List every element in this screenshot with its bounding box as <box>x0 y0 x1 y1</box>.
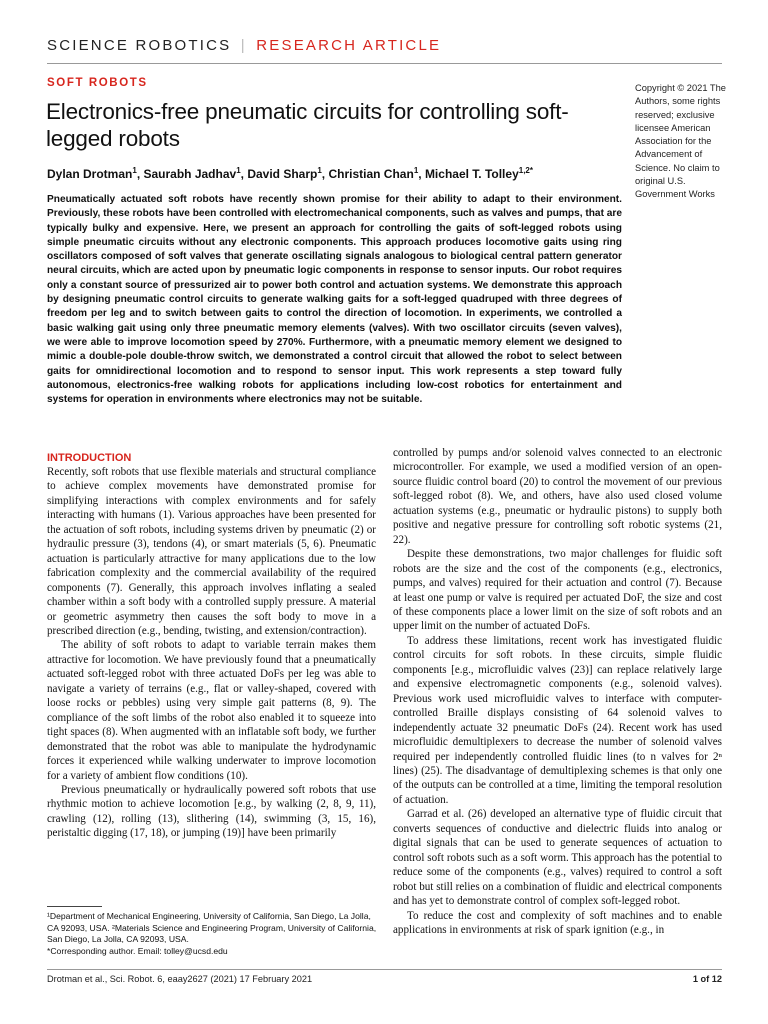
copyright-notice: Copyright © 2021 The Authors, some rights reserved; exclusive licensee American Association for the Advancement of Science. No claim to original U.S. Government Works <box>635 83 726 200</box>
author-name: Christian Chan <box>328 167 414 181</box>
author-affiliation: 1 <box>317 166 322 175</box>
author-affiliation: 1 <box>236 166 241 175</box>
header-rule <box>47 63 722 64</box>
footnote-rule <box>47 906 102 907</box>
body-paragraph: The ability of soft robots to adapt to variable terrain makes them attractive for locomotion. We have previously found that a pneumatically actuated soft-legged robot with three actuated DoFs per leg was able to navigate a variety of terrains (e.g., flat or valley-shaped, covered with loose rocks or pebbles) using very simple gait patterns (8, 9). The compliance of the soft limbs of the robot also enabled it to squeeze into tight spaces (8). When augmented with an inflatable soft body, we further demonstrated that the robot was able to manipulate the hydrodynamic forces it experienced while walking underwater to improve locomotion for a variety of ambient flow conditions (10). <box>47 639 376 782</box>
body-paragraph: To address these limitations, recent work has investigated fluidic control circuits for soft robots. In these circuits, simple fluidic components [e.g., microfluidic valves (23)] can replace relatively large and expensive electromagnetic components (e.g., solenoid valves). Previous work used microfluidic valves to interface with computer-controlled Braille displays consisting of 64 solenoid valves to independently actuate 32 pneumatic DoFs (24). Recent work has used microfluidic demultiplexers to decrease the number of solenoid valves required per independently controlled fluidic lines (to n valves for 2ⁿ lines) (25). The disadvantage of demultiplexing schemes is that only one of the outputs can be controlled at a time, limiting the temporal resolution of actuation. <box>393 634 722 806</box>
abstract: Pneumatically actuated soft robots have recently shown promise for their ability to adapt to their environment. Previously, these robots have been controlled with electromechanical components, such as valves and pumps, that are typically bulky and expensive. Here, we present an approach for controlling the gaits of soft-legged robots using simple pneumatic circuits without any electronic components. This approach produces locomotive gaits using ring oscillators composed of soft valves that generate oscillating signals analogous to biological central pattern generator neural circuits, which are acted upon by pneumatic logic components in response to sensor inputs. Our robot requires only a constant source of pressurized air to power both control and actuation systems. We demonstrate this approach by designing pneumatic control circuits to generate walking gaits for a soft-legged quadruped with three degrees of freedom per leg and to switch between gaits to control the direction of locomotion. In experiments, we controlled a basic walking gait using only three pneumatic memory elements (valves). With two oscillator circuits (seven valves), we were able to improve locomotion speed by 270%. Furthermore, with a pneumatic memory element we designed to mimic a double-pole double-throw switch, we demonstrated a control circuit that allowed the robot to select between gaits for omnidirectional locomotion and to respond to sensor input. This work represents a step toward fully autonomous, electronics-free walking robots for applications including low-cost robotics for entertainment and systems for operation in environments where electronics may not be suitable. <box>47 194 622 406</box>
footer-rule <box>47 969 722 970</box>
header-separator: | <box>240 37 247 54</box>
author-list: Dylan Drotman$^1$, Saurabh Jadhav$^1$, David Sharp$^1$, Christian Chan$^1$, Michael T. Tolley$^{1,2*}$ <box>47 166 533 181</box>
right-paragraphs <box>393 446 722 937</box>
author <box>247 167 321 181</box>
body-paragraph: To reduce the cost and complexity of soft machines and to enable applications in environments at risk of spark ignition (e.g., in <box>393 909 722 936</box>
body-paragraph: Previous pneumatically or hydraulically powered soft robots that use rhythmic motion to achieve locomotion [e.g., by walking (2, 8, 9, 11), crawling (12), rolling (13), slithering (14), swimming (3, 15, 16), peristaltic digging (17, 18), or jumping (19)] have been primarily <box>47 783 376 840</box>
body-paragraph: Garrad et al. (26) developed an alternative type of fluidic circuit that converts sequences of conductive and dielectric fluids into analog or digital signals that can be used to generate sequences of actuation to control soft robots such as a soft worm. This approach has the potential to reduce some of the components (e.g., valves) required to control a soft robot but still relies on a combination of fluidic and electrical components and has yet to demonstrate control of complex soft-legged robot. <box>393 808 722 908</box>
affiliations-footnote: ¹Department of Mechanical Engineering, University of California, San Diego, La Jolla, CA 92093, USA. ²Materials Science and Engineering Program, University of California, San Diego, La Jolla, CA 92093, USA. <box>47 911 377 945</box>
author-affiliation: 1,2 <box>518 166 530 175</box>
author <box>328 167 418 181</box>
section-heading-introduction: INTRODUCTION <box>47 452 132 464</box>
author <box>143 167 240 181</box>
article-title: Electronics-free pneumatic circuits for controlling soft-legged robots <box>46 99 569 151</box>
footer-citation: Drotman et al., Sci. Robot. 6, eaay2627 (2021) 17 February 2021 <box>47 974 313 984</box>
author-affiliation: 1 <box>132 166 137 175</box>
author-affiliation: 1 <box>413 166 419 175</box>
author-name: Saurabh Jadhav <box>143 167 237 181</box>
author-name: Dylan Drotman <box>47 167 133 181</box>
author-name: David Sharp <box>247 167 318 181</box>
page-number: 1 of 12 <box>692 974 722 984</box>
body-column-left <box>47 451 376 841</box>
author-name: Michael T. Tolley <box>424 167 519 181</box>
left-paragraphs <box>47 465 376 841</box>
article-type: RESEARCH ARTICLE <box>256 37 442 54</box>
body-paragraph: Despite these demonstrations, two major challenges for fluidic soft robots are the size and the cost of the components (e.g., electronics, pumps, and valves) required for their actuation and control (7). Because at least one pump or valve is required per actuated DoF, the size and cost of these components place a lower limit on the size of soft robots and an upper limit on the number of actuated DoFs. <box>393 548 722 633</box>
corresponding-mark: * <box>529 166 533 175</box>
body-paragraph: Recently, soft robots that use flexible materials and structural compliance to achieve complex movements have demonstrated promise for simplifying interactions with complex environments and for safely interacting with humans (1). Various approaches have been presented for the actuation of soft robots, including systems driven by pneumatic (2) or hydraulic pressure (3), tendons (4), or smart materials (5, 6). Pneumatic actuation is particularly attractive for many applications due to the low fabrication complexity and the commercial availability of the required components (7). Generally, this approach involves inflating a sealed chamber within a soft body with a controlled supply pressure. A material or geometric asymmetry then causes the soft body to move in a prescribed direction (e.g., bending, twisting, and extension/contraction). <box>47 466 376 637</box>
journal-name: SCIENCE ROBOTICS <box>47 37 232 54</box>
body-column-right <box>393 446 722 937</box>
author <box>47 167 137 181</box>
body-paragraph: controlled by pumps and/or solenoid valves connected to an electronic microcontroller. For example, we used a modified version of an open-source fluidic control board (20) to control the movement of our previous soft-legged robot (8). We, and others, have also used closed volume actuation systems (e.g., pneumatic or hydraulic pistons) to supply both positive and negative pressure for controlling soft robotic systems (21, 22). <box>393 447 722 546</box>
author <box>425 167 533 181</box>
journal-header <box>47 37 441 54</box>
section-tag: SOFT ROBOTS <box>47 77 148 89</box>
corresponding-author-footnote: *Corresponding author. Email: tolley@ucsd.edu <box>47 945 228 956</box>
footnotes <box>47 911 377 957</box>
